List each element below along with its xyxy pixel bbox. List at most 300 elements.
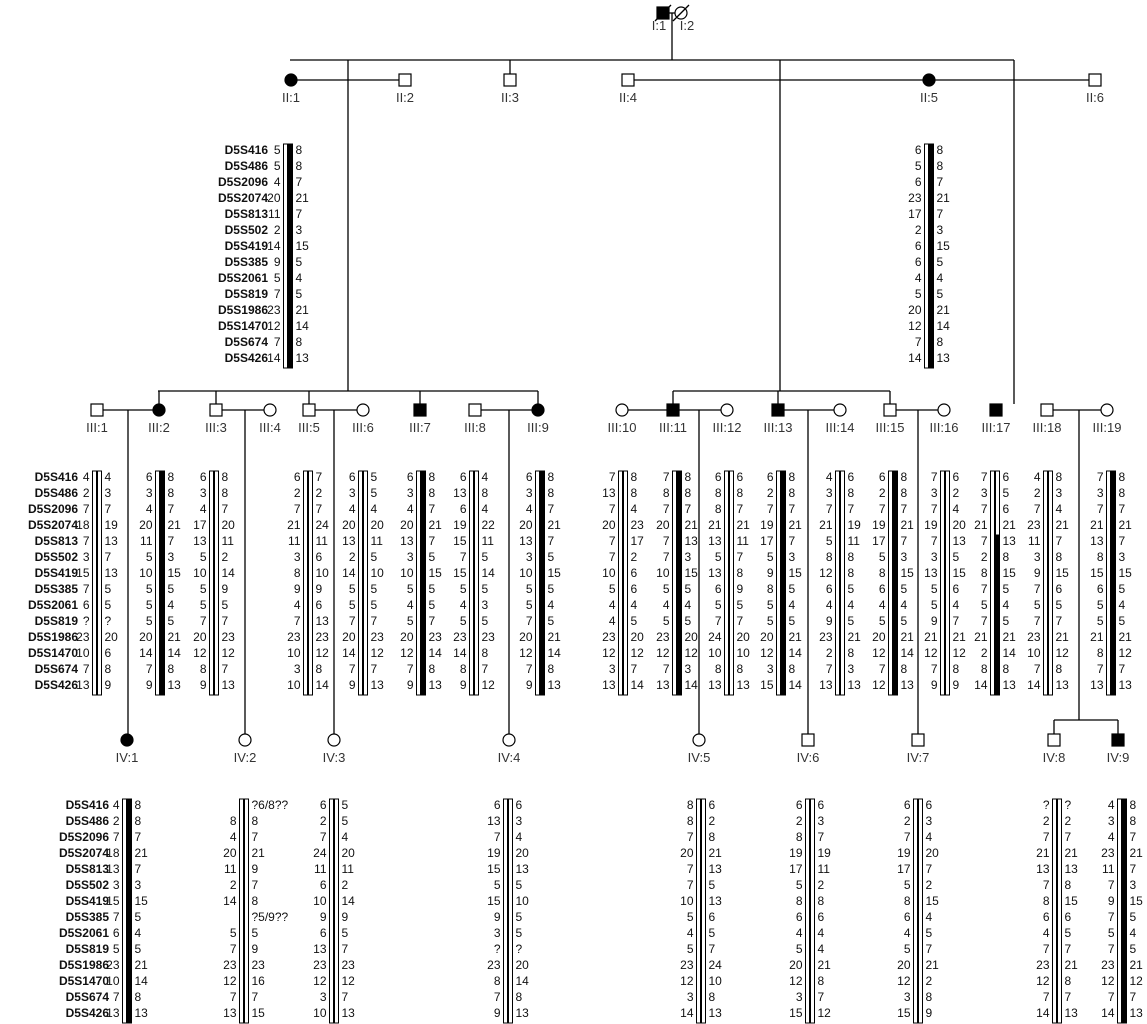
allele-value: 14 (1027, 678, 1041, 692)
allele-value: 3 (406, 486, 414, 500)
allele-value: 5 (684, 614, 692, 628)
allele-value: 5 (630, 614, 638, 628)
allele-value: 7 (481, 662, 489, 676)
allele-value: 21 (1055, 518, 1069, 532)
allele-value: 13 (223, 1006, 237, 1020)
allele-value: 8 (1002, 550, 1010, 564)
male-symbol-iii-15 (884, 404, 896, 416)
haplotype-bar-iii-8-left (470, 471, 474, 695)
allele-value: 20 (680, 846, 694, 860)
allele-value: 11 (817, 862, 830, 876)
allele-value: 5 (493, 878, 501, 892)
haplotype-bar-iv-2-left (240, 799, 244, 1023)
allele-value: 7 (788, 534, 796, 548)
allele-value: 13 (341, 1006, 355, 1020)
allele-value: 2 (293, 486, 301, 500)
allele-value: 21 (1118, 630, 1132, 644)
allele-value: 6 (1096, 582, 1104, 596)
allele-value: 14 (974, 678, 988, 692)
allele-value: 7 (1118, 662, 1126, 676)
allele-value: 23 (453, 630, 467, 644)
individual-label: IV:1 (115, 750, 139, 765)
allele-value: 5 (145, 550, 153, 564)
allele-value: 5 (1033, 598, 1041, 612)
allele-value: 7 (315, 470, 323, 484)
allele-value: 8 (630, 470, 638, 484)
allele-value: 17 (908, 207, 922, 221)
allele-value: 8 (428, 486, 436, 500)
allele-value: 7 (1107, 910, 1115, 924)
allele-value: 7 (82, 582, 90, 596)
allele-value: 21 (167, 518, 181, 532)
allele-value: 2 (1042, 814, 1050, 828)
allele-value: 5 (428, 598, 436, 612)
allele-value: 7 (980, 582, 988, 596)
allele-value: 7 (930, 534, 938, 548)
allele-value: 4 (1118, 598, 1126, 612)
allele-value: 23 (267, 303, 281, 317)
allele-value: 14 (515, 974, 529, 988)
allele-value: 6 (914, 143, 922, 157)
allele-value: 8 (1064, 974, 1072, 988)
allele-value: 7 (370, 662, 378, 676)
allele-value: 7 (686, 878, 694, 892)
marker-name: D5S674 (65, 990, 109, 1004)
allele-value: 10 (106, 974, 120, 988)
allele-value: 14 (1101, 1006, 1115, 1020)
allele-value: 7 (134, 862, 142, 876)
allele-value: 5 (714, 598, 722, 612)
allele-value: 5 (525, 582, 533, 596)
allele-value: 14 (684, 678, 698, 692)
allele-value: 13 (134, 1006, 148, 1020)
allele-value: 16 (251, 974, 265, 988)
allele-value: 15 (1129, 894, 1143, 908)
allele-value: 13 (104, 534, 118, 548)
allele-value: 13 (708, 678, 722, 692)
allele-value: 7 (112, 830, 120, 844)
allele-value: 12 (400, 646, 414, 660)
allele-value: 5 (348, 582, 356, 596)
allele-value: 5 (167, 582, 175, 596)
allele-value: 6 (878, 470, 886, 484)
individual-label: IV:2 (233, 750, 257, 765)
allele-value: 10 (313, 894, 327, 908)
allele-value: 4 (104, 470, 112, 484)
allele-value: 8 (1042, 894, 1050, 908)
allele-value: 8 (980, 566, 988, 580)
marker-name: D5S502 (224, 223, 268, 237)
allele-value: 7 (736, 550, 744, 564)
allele-value: 22 (481, 518, 495, 532)
allele-value: 5 (980, 598, 988, 612)
haplotype-bar-iii-18-right (1049, 471, 1053, 695)
male-symbol-iii-3 (210, 404, 222, 416)
allele-value: 20 (139, 630, 153, 644)
allele-value: 5 (736, 598, 744, 612)
allele-value: 10 (708, 974, 722, 988)
allele-value: 3 (293, 550, 301, 564)
allele-value: 5 (167, 614, 175, 628)
allele-value: 5 (686, 942, 694, 956)
allele-value: 23 (223, 958, 237, 972)
allele-value: 21 (428, 518, 442, 532)
allele-value: 23 (481, 630, 495, 644)
allele-value: 10 (370, 566, 384, 580)
allele-value: 11 (288, 534, 301, 548)
allele-value: 4 (515, 830, 523, 844)
allele-value: 19 (817, 846, 831, 860)
allele-value: 3 (817, 814, 825, 828)
haplotype-bar-iii-15-right (894, 471, 898, 695)
allele-value: 5 (1096, 614, 1104, 628)
allele-value: 6 (315, 598, 323, 612)
allele-value: 4 (788, 598, 796, 612)
allele-value: 8 (900, 486, 908, 500)
allele-value: 4 (608, 598, 616, 612)
allele-value: 23 (819, 630, 833, 644)
allele-value: 4 (406, 502, 414, 516)
allele-value: 4 (199, 502, 207, 516)
allele-value: 21 (295, 191, 309, 205)
allele-value: 9 (493, 1006, 501, 1020)
allele-value: 5 (1118, 614, 1126, 628)
allele-value: 13 (295, 351, 309, 365)
individual-label: II:1 (281, 90, 301, 105)
allele-value: 8 (1002, 662, 1010, 676)
female-symbol-iii-6 (357, 404, 369, 416)
allele-value: 7 (980, 470, 988, 484)
allele-value: 23 (1101, 958, 1115, 972)
allele-value: 14 (908, 351, 922, 365)
allele-value: 13 (1002, 534, 1016, 548)
allele-value: 7 (980, 502, 988, 516)
allele-value: 3 (825, 486, 833, 500)
allele-value: 7 (1042, 990, 1050, 1004)
allele-value: 5 (348, 598, 356, 612)
allele-value: 5 (1096, 598, 1104, 612)
haplotype-bar-iii-5-right (309, 471, 313, 695)
allele-value: 10 (708, 646, 722, 660)
allele-value: 2 (795, 814, 803, 828)
allele-value: 6 (914, 175, 922, 189)
marker-name: D5S1470 (27, 646, 78, 660)
allele-value: 8 (847, 550, 855, 564)
haplotype-bar-iii-16-left (941, 471, 945, 695)
allele-value: 7 (428, 502, 436, 516)
allele-value: 2 (766, 486, 774, 500)
allele-value: 5 (515, 926, 523, 940)
allele-value: 12 (789, 974, 803, 988)
allele-value: 5 (1064, 926, 1072, 940)
marker-name: D5S2061 (58, 926, 109, 940)
marker-name: D5S1986 (217, 303, 268, 317)
allele-value: 8 (847, 646, 855, 660)
allele-value: 13 (221, 678, 235, 692)
allele-value: 5 (930, 598, 938, 612)
allele-value: 8 (221, 470, 229, 484)
allele-value: 21 (547, 518, 561, 532)
allele-value: 13 (708, 894, 722, 908)
allele-value: 6 (630, 582, 638, 596)
allele-value: 8 (714, 662, 722, 676)
allele-value: 12 (760, 646, 774, 660)
allele-value: 5 (229, 926, 237, 940)
allele-value: 10 (680, 894, 694, 908)
allele-value: 4 (167, 598, 175, 612)
allele-value: 2 (82, 486, 90, 500)
allele-value: 5 (914, 287, 922, 301)
allele-value: 21 (924, 630, 938, 644)
allele-value: 10 (315, 566, 329, 580)
allele-value: 2 (952, 486, 960, 500)
allele-value: 5 (936, 255, 944, 269)
allele-value: 24 (708, 958, 722, 972)
allele-value: 6 (903, 910, 911, 924)
haplotype-bar-ii-5-right (930, 144, 934, 368)
allele-value: 3 (1096, 486, 1104, 500)
allele-value: 17 (789, 862, 803, 876)
allele-value: 7 (295, 207, 303, 221)
allele-value: 8 (847, 566, 855, 580)
allele-value: 10 (656, 566, 670, 580)
allele-value: 23 (1036, 958, 1050, 972)
allele-value: 19 (487, 846, 501, 860)
individual-label: I:2 (679, 18, 695, 33)
allele-value: 21 (1129, 846, 1143, 860)
allele-value: 9 (1107, 894, 1115, 908)
marker-name: D5S813 (224, 207, 268, 221)
allele-value: 15 (453, 566, 467, 580)
allele-value: 8 (134, 990, 142, 1004)
allele-value: 6 (817, 910, 825, 924)
allele-value: 14 (295, 319, 309, 333)
allele-value: ? (104, 614, 112, 628)
allele-value: 23 (370, 630, 384, 644)
male-symbol-ii-6 (1089, 74, 1101, 86)
allele-value: 9 (273, 255, 281, 269)
allele-value: 6 (319, 926, 327, 940)
allele-value: 8 (547, 662, 555, 676)
allele-value: 23 (221, 630, 235, 644)
allele-value: 3 (295, 223, 303, 237)
marker-name: D5S674 (34, 662, 78, 676)
allele-value: 5 (341, 798, 349, 812)
allele-value: 10 (519, 566, 533, 580)
allele-value: 4 (900, 598, 908, 612)
allele-value: 8 (229, 814, 237, 828)
allele-value: 21 (788, 630, 802, 644)
allele-value: 21 (952, 630, 966, 644)
allele-value: 7 (1118, 534, 1126, 548)
allele-value: 12 (193, 646, 207, 660)
allele-value: 5 (273, 159, 281, 173)
allele-value: 7 (736, 502, 744, 516)
allele-value: 7 (1107, 990, 1115, 1004)
allele-value: 7 (112, 990, 120, 1004)
allele-value: 7 (925, 862, 933, 876)
allele-value: 12 (680, 974, 694, 988)
allele-value: 5 (547, 582, 555, 596)
allele-value: 8 (1096, 550, 1104, 564)
allele-value: 12 (817, 1006, 831, 1020)
allele-value: 9 (766, 566, 774, 580)
allele-value: 13 (1064, 862, 1078, 876)
allele-value: 11 (341, 862, 354, 876)
allele-value: 21 (708, 518, 722, 532)
allele-value: 3 (686, 990, 694, 1004)
male-symbol-iii-17 (990, 404, 1002, 416)
allele-value: 4 (370, 502, 378, 516)
allele-value: 4 (1129, 926, 1137, 940)
allele-value: 8 (925, 990, 933, 1004)
allele-value: 12 (481, 678, 495, 692)
allele-value: 13 (1090, 534, 1104, 548)
allele-value: 4 (608, 614, 616, 628)
allele-value: 9 (145, 678, 153, 692)
allele-value: 2 (878, 486, 886, 500)
allele-value: 11 (1028, 534, 1041, 548)
allele-value: 7 (1033, 582, 1041, 596)
allele-value: 10 (139, 566, 153, 580)
allele-value: 3 (847, 662, 855, 676)
allele-value: 13 (900, 678, 914, 692)
female-symbol-iii-16 (938, 404, 950, 416)
allele-value: 4 (229, 830, 237, 844)
allele-value: 8 (493, 974, 501, 988)
individual-label: III:15 (875, 420, 905, 435)
allele-value: 7 (952, 614, 960, 628)
allele-value: 23 (251, 958, 265, 972)
allele-value: 6 (714, 470, 722, 484)
allele-value: 8 (295, 335, 303, 349)
allele-value: 15 (936, 239, 950, 253)
allele-value: 7 (104, 502, 112, 516)
allele-value: 5 (481, 550, 489, 564)
allele-value: 21 (1129, 958, 1143, 972)
allele-value: 8 (315, 662, 323, 676)
allele-value: 13 (104, 566, 118, 580)
allele-value: 11 (370, 534, 383, 548)
allele-value: 12 (1118, 646, 1132, 660)
allele-value: 5 (481, 582, 489, 596)
individual-label: III:2 (148, 420, 170, 435)
allele-value: 7 (1129, 862, 1137, 876)
allele-value: 10 (287, 646, 301, 660)
marker-name: D5S819 (65, 942, 109, 956)
allele-value: 6 (319, 798, 327, 812)
allele-value: 21 (708, 846, 722, 860)
allele-value: 8 (1064, 878, 1072, 892)
marker-name: D5S502 (34, 550, 78, 564)
allele-value: 2 (348, 550, 356, 564)
allele-value: 15 (1064, 894, 1078, 908)
allele-value: 14 (788, 646, 802, 660)
male-symbol-iii-13 (772, 404, 784, 416)
allele-value: 3 (525, 550, 533, 564)
allele-value: 9 (1033, 566, 1041, 580)
allele-value: 13 (76, 678, 90, 692)
marker-name: D5S813 (65, 862, 109, 876)
allele-value: 6 (145, 470, 153, 484)
allele-value: 7 (1107, 878, 1115, 892)
haplotype-bar-iii-3-left (210, 471, 214, 695)
allele-value: 9 (341, 910, 349, 924)
allele-value: 5 (1118, 582, 1126, 596)
haplotype-bar-iii-10-left (619, 471, 623, 695)
allele-value: 12 (1129, 974, 1143, 988)
allele-value: 9 (459, 678, 467, 692)
allele-value: 13 (1129, 1006, 1143, 1020)
allele-value: 3 (82, 550, 90, 564)
allele-value: 3 (795, 990, 803, 1004)
allele-value: 7 (1129, 830, 1137, 844)
male-symbol-iii-8 (469, 404, 481, 416)
allele-value: 20 (519, 630, 533, 644)
allele-value: 13 (547, 678, 561, 692)
allele-value: 8 (1055, 662, 1063, 676)
allele-value: 7 (878, 502, 886, 516)
allele-value: 8 (766, 582, 774, 596)
allele-value: 13 (708, 534, 722, 548)
allele-value: 8 (1055, 470, 1063, 484)
allele-value: 3 (112, 878, 120, 892)
allele-value: 13 (515, 862, 529, 876)
allele-value: 8 (952, 662, 960, 676)
haplotype-bar-iv-8-left (1053, 799, 1057, 1023)
allele-value: 8 (900, 470, 908, 484)
allele-value: 13 (315, 614, 329, 628)
allele-value: 20 (684, 630, 698, 644)
marker-name: D5S1470 (58, 974, 109, 988)
allele-value: 12 (221, 646, 235, 660)
allele-value: ? (1064, 798, 1072, 812)
allele-value: 7 (295, 175, 303, 189)
allele-value: 5 (1129, 942, 1137, 956)
allele-value: 11 (1102, 862, 1115, 876)
allele-value: 13 (1002, 678, 1016, 692)
allele-value: 11 (315, 534, 328, 548)
allele-value: 7 (1042, 942, 1050, 956)
haplotype-bar-iv-7-left (914, 799, 918, 1023)
allele-value: 6 (708, 910, 716, 924)
allele-value: 17 (872, 534, 886, 548)
allele-value: 9 (315, 582, 323, 596)
allele-value: 20 (656, 518, 670, 532)
allele-value: 5 (134, 910, 142, 924)
allele-value: 2 (914, 223, 922, 237)
female-symbol-iii-12 (721, 404, 733, 416)
allele-value: 20 (897, 958, 911, 972)
allele-value: 5 (199, 582, 207, 596)
allele-value: 15 (789, 1006, 803, 1020)
allele-value: 5 (145, 598, 153, 612)
allele-value: 4 (817, 942, 825, 956)
allele-value: 6 (914, 239, 922, 253)
allele-value: 23 (656, 630, 670, 644)
allele-value: 5 (370, 582, 378, 596)
allele-value: 6 (878, 582, 886, 596)
allele-value: 15 (684, 566, 698, 580)
allele-value: 14 (341, 894, 355, 908)
female-symbol-iv-4 (503, 734, 515, 746)
individual-label: III:17 (981, 420, 1011, 435)
allele-value: 15 (547, 566, 561, 580)
allele-value: 5 (459, 582, 467, 596)
allele-value: 6 (925, 798, 933, 812)
marker-name: D5S416 (34, 470, 78, 484)
individual-label: III:9 (527, 420, 549, 435)
